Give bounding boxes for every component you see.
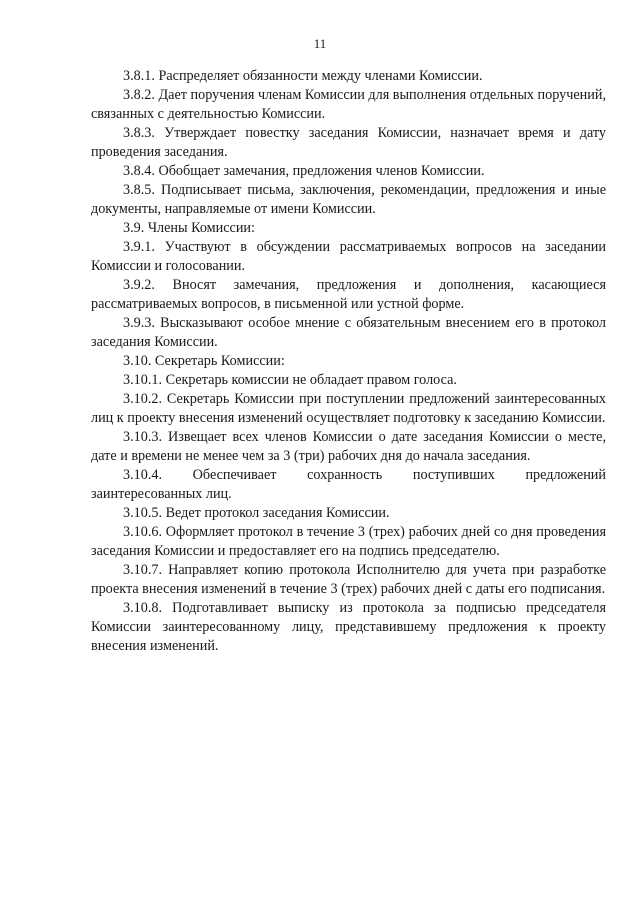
- paragraph-3-9-3: 3.9.3. Высказывают особое мнение с обязательным внесением его в протокол заседания Комиссии.: [91, 315, 606, 350]
- paragraph-3-10-2: 3.10.2. Секретарь Комиссии при поступлении предложений заинтересованных лиц к проекту внесения изменений осуществляет подготовку к заседанию Комиссии.: [91, 391, 606, 426]
- page-number: 11: [313, 36, 327, 51]
- document-body: [91, 67, 606, 656]
- paragraph-3-10-5: 3.10.5. Ведет протокол заседания Комиссии.: [123, 505, 390, 521]
- paragraph-3-10-6: 3.10.6. Оформляет протокол в течение 3 (трех) рабочих дней со дня проведения заседания Комиссии и предоставляет его на подпись председателю.: [91, 524, 606, 559]
- paragraph-3-8-4: 3.8.4. Обобщает замечания, предложения членов Комиссии.: [123, 163, 485, 179]
- paragraph-3-8-1: 3.8.1. Распределяет обязанности между членами Комиссии.: [123, 68, 483, 84]
- paragraph-3-9-2: 3.9.2. Вносят замечания, предложения и дополнения, касающиеся рассматриваемых вопросов, в письменной или устной форме.: [91, 277, 606, 312]
- paragraph-3-9: 3.9. Члены Комиссии:: [123, 220, 255, 236]
- paragraph-3-10-7: 3.10.7. Направляет копию протокола Исполнителю для учета при разработке проекта внесения изменений в течение 3 (трех) рабочих дней с даты его подписания.: [91, 562, 606, 597]
- paragraph-3-10-1: 3.10.1. Секретарь комиссии не обладает правом голоса.: [123, 372, 457, 388]
- paragraph-3-10-8: 3.10.8. Подготавливает выписку из протокола за подписью председателя Комиссии заинтересованному лицу, представившему предложения к проекту внесения изменений.: [91, 600, 606, 654]
- paragraph-3-8-3: 3.8.3. Утверждает повестку заседания Комиссии, назначает время и дату проведения заседания.: [91, 125, 606, 160]
- paragraph-3-10-4: 3.10.4. Обеспечивает сохранность поступивших предложений заинтересованных лиц.: [91, 467, 606, 502]
- paragraph-3-10: 3.10. Секретарь Комиссии:: [123, 353, 285, 369]
- paragraph-3-9-1: 3.9.1. Участвуют в обсуждении рассматриваемых вопросов на заседании Комиссии и голосовании.: [91, 239, 606, 274]
- paragraph-3-8-5: 3.8.5. Подписывает письма, заключения, рекомендации, предложения и иные документы, направляемые от имени Комиссии.: [91, 182, 606, 217]
- paragraph-3-10-3: 3.10.3. Извещает всех членов Комиссии о дате заседания Комиссии о месте, дате и времени не менее чем за 3 (три) рабочих дня до начала заседания.: [91, 429, 606, 464]
- paragraph-3-8-2: 3.8.2. Дает поручения членам Комиссии для выполнения отдельных поручений, связанных с деятельностью Комиссии.: [91, 87, 606, 122]
